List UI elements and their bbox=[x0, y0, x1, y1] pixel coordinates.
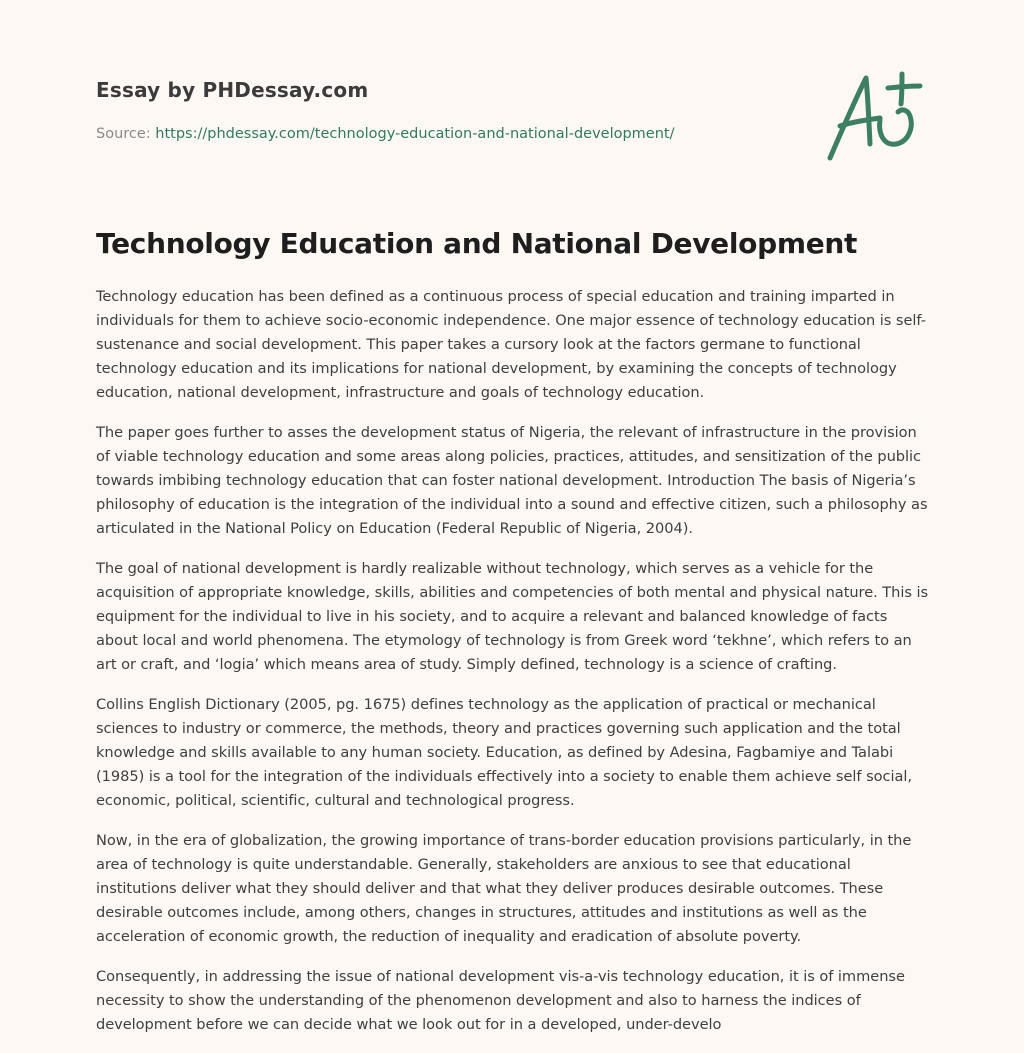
source-link[interactable]: https://phdessay.com/technology-education-and-national-development/ bbox=[155, 126, 675, 142]
essay-header bbox=[96, 76, 796, 144]
essay-body bbox=[96, 285, 931, 1053]
paragraph: Now, in the era of globalization, the growing importance of trans-border education provisions particularly, in the area of technology is quite understandable. Generally, stakeholders are anxious to see that educational institutions deliver what they should deliver and that what they deliver produces desirable outcomes. These desirable outcomes include, among others, changes in structures, attitudes and institutions as well as the acceleration of economic growth, the reduction of inequality and eradication of absolute poverty. bbox=[96, 832, 912, 945]
source-label: Source: bbox=[96, 126, 156, 142]
paragraph: Collins English Dictionary (2005, pg. 1675) defines technology as the application of practical or mechanical sciences to industry or commerce, the methods, theory and practices governing such application and the total knowledge and skills available to any human society. Education, as defined by Adesina, Fagbamiye and Talabi (1985) is a tool for the integration of the individuals effectively into a society to enable them achieve self social, economic, political, scientific, cultural and technological progress. bbox=[96, 696, 912, 809]
paragraph: Technology education has been defined as a continuous process of special education and training imparted in individuals for them to achieve socio-economic independence. One major essence of technology education is self-sustenance and social development. This paper takes a cursory look at the factors germane to functional technology education and its implications for national development, by examining the concepts of technology education, national development, infrastructure and goals of technology education. bbox=[96, 288, 926, 401]
site-brand: Essay by PHDessay.com bbox=[96, 78, 369, 102]
essay-title: Technology Education and National Development bbox=[96, 227, 858, 260]
paragraph: The goal of national development is hardly realizable without technology, which serves as a vehicle for the acquisition of appropriate knowledge, skills, abilities and competencies of both mental and physical nature. This is equipment for the individual to live in his society, and to acquire a relevant and balanced knowledge of facts about local and world phenomena. The etymology of technology is from Greek word ‘tekhne’, which refers to an art or craft, and ‘logia’ which means area of study. Simply defined, technology is a science of crafting. bbox=[96, 560, 929, 673]
paragraph: The paper goes further to asses the development status of Nigeria, the relevant of infrastructure in the provision of viable technology education and some areas along policies, practices, attitudes, and sensitization of the public towards imbibing technology education that can foster national development. Introduction The basis of Nigeria’s philosophy of education is the integration of the individual into a sound and effective citizen, such a philosophy as articulated in the National Policy on Education (Federal Republic of Nigeria, 2004). bbox=[96, 424, 928, 537]
paragraph: Consequently, in addressing the issue of national development vis-a-vis technology education, it is of immense necessity to show the understanding of the phenomenon development and also to harness the indices of development before we can decide what we look out for in a developed, under-develo bbox=[96, 968, 905, 1033]
a-plus-grade-icon bbox=[822, 68, 926, 164]
source-line bbox=[96, 124, 796, 144]
